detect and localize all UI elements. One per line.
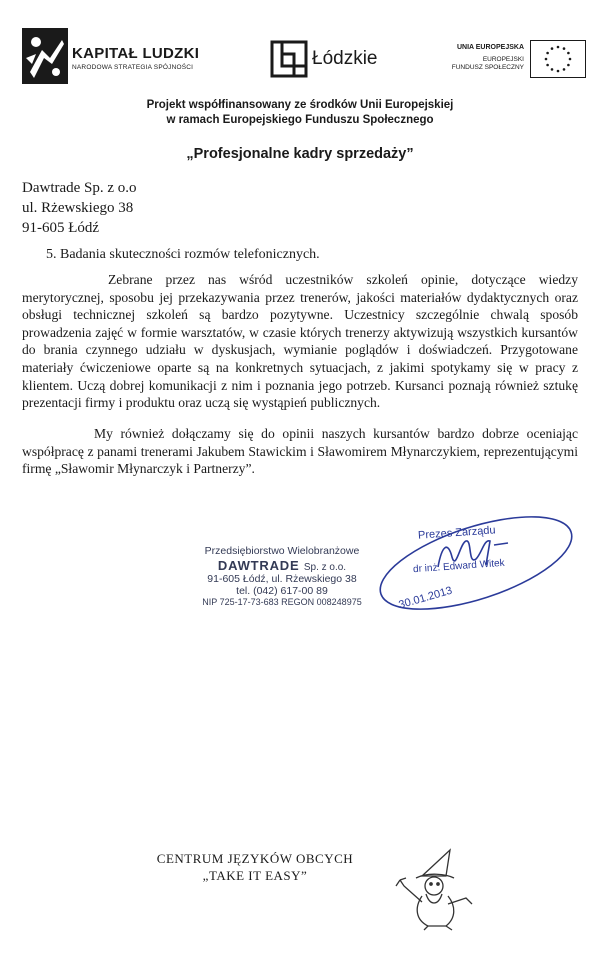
kapital-ludzki-title: KAPITAŁ LUDZKI: [72, 45, 200, 62]
stamp-address: 91-605 Łódź, ul. Rżewskiego 38: [207, 573, 357, 585]
wizard-mascot-icon: [392, 846, 482, 932]
address-line-2: ul. Rżewskiego 38: [22, 200, 134, 216]
recipient-address: [22, 178, 137, 238]
paragraph-1: [22, 271, 578, 412]
project-line-1: Projekt współfinansowany ze środków Unii Europejskiej: [146, 99, 454, 111]
section-heading: 5. Badania skuteczności rozmów telefonicznych.: [46, 247, 320, 262]
company-stamp: [192, 545, 372, 607]
signer-role: Prezes Zarządu: [417, 524, 496, 542]
signer-name: dr inż. Edward Witek: [412, 557, 505, 576]
eu-fund: [440, 56, 524, 72]
eu-flag-icon: [530, 40, 586, 78]
lodzkie-logo: [270, 40, 308, 78]
stamp-company: [192, 558, 372, 573]
address-line-1: Dawtrade Sp. z o.o: [22, 180, 137, 196]
stamp-company-name: DAWTRADE: [217, 558, 300, 573]
stamp-company-suffix: Sp. z o.o.: [303, 562, 347, 573]
stamp-phone: tel. (042) 617-00 89: [236, 585, 328, 597]
address-line-3: 91-605 Łódź: [22, 220, 100, 236]
footer-org: [120, 850, 390, 884]
paragraph-2-text: My również dołączamy się do opinii naszych kursantów bardzo dobrze oceniając współpracę z panami trenerami Jakubem Stawickim i Sławomirem Młynarczykiem, reprezentującymi firmę „Sławomir Młynarczyk i Partnerzy”.: [22, 426, 578, 477]
kapital-ludzki-logo: [22, 28, 68, 84]
footer-line-1: CENTRUM JĘZYKÓW OBCYCH: [156, 851, 354, 866]
project-funding-note: [0, 98, 600, 128]
document-title: „Profesjonalne kadry sprzedaży”: [186, 146, 414, 162]
footer-line-2: „TAKE IT EASY”: [202, 868, 308, 883]
kapital-ludzki-subtitle: NARODOWA STRATEGIA SPÓJNOŚCI: [72, 64, 194, 71]
lodzkie-label: Łódzkie: [312, 48, 378, 69]
paragraph-1-text: Zebrane przez nas wśród uczestników szkoleń opinie, dotyczące wiedzy merytorycznej, sposobu jej przekazywania przez trenerów, jakości materiałów dydaktycznych oraz obsługi technicznej szkoleń są bardzo pozytywne. Uczestnicy szczególnie chwalą sposób prowadzenia zajęć w formie warsztatów, w czasie których trenerzy aktywizują wszystkich kursantów do brania czynnego udziału w dyskusjach, wymianie poglądów i doświadczeń. Przygotowane materiały ćwiczeniowe oparte są na konkretnych sytuacjach, z jakimi spotykamy się w pracy z klientem. Uczą dobrej komunikacji z nim i poznania jego potrzeb. Kursanci poznają również sztukę prezentacji firmy i produktu oraz uczą się wystąpień publicznych.: [22, 272, 578, 411]
paragraph-2: [22, 425, 578, 478]
eu-title: UNIA EUROPEJSKA: [456, 44, 524, 51]
stamp-line-1: Przedsiębiorstwo Wielobranżowe: [204, 545, 360, 557]
project-line-2: w ramach Europejskiego Funduszu Społecznego: [166, 114, 434, 126]
stamp-ids: NIP 725-17-73-683 REGON 008248975: [202, 597, 362, 607]
eu-fund-line3: FUNDUSZ SPOŁECZNY: [451, 64, 524, 71]
signature-date: 30.01.2013: [397, 584, 454, 612]
eu-fund-line2: EUROPEJSKI: [482, 56, 524, 63]
